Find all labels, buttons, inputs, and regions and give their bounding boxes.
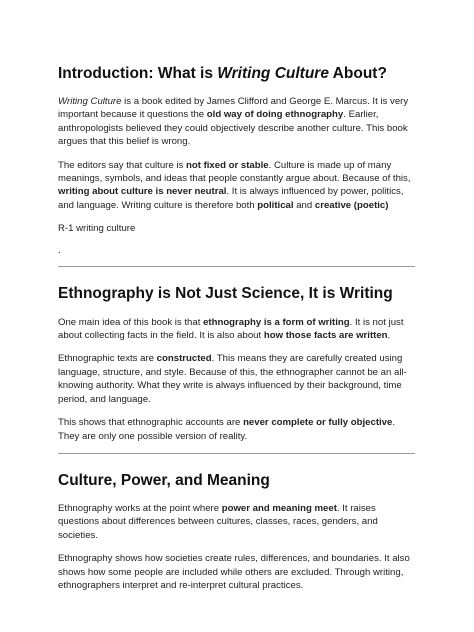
text: Ethnography shows how societies create rules, differences, and boundaries. It also shows how some people are included while others are excluded. Through writing, ethnographers interpret and re-interpret cultural practices. bbox=[58, 553, 410, 591]
paragraph bbox=[58, 352, 416, 406]
heading-text: About? bbox=[328, 65, 387, 82]
section-introduction bbox=[58, 64, 416, 256]
section-culture-power bbox=[58, 454, 416, 592]
bold-text: creative (poetic) bbox=[314, 199, 389, 211]
section-heading-introduction bbox=[58, 64, 416, 83]
stray-dot: . bbox=[58, 244, 61, 256]
section-ethnography-writing bbox=[58, 267, 416, 443]
bold-text: constructed bbox=[156, 353, 212, 365]
text: . bbox=[387, 330, 391, 342]
text: The editors say that culture is bbox=[58, 159, 186, 171]
bold-text: how those facts are written bbox=[263, 330, 388, 342]
text: . It is not just about collecting facts in the field. It is also about bbox=[58, 316, 404, 342]
paragraph bbox=[58, 159, 416, 213]
text: . This means they are carefully created using language, structure, and style. Because of this, the ethnographer cannot be an all-knowing authority. What they write is always influenced by their background, time period, and language. bbox=[58, 353, 407, 405]
text: . It is always influenced by power, politics, and language. Writing culture is therefore both bbox=[58, 186, 404, 211]
bold-text: ethnography is a form of writing bbox=[203, 316, 350, 328]
section-heading-culture: Culture, Power, and Meaning bbox=[58, 471, 270, 489]
text: . Earlier, anthropologists believed they could objectively describe another culture. This book argues that this belief is wrong. bbox=[58, 109, 408, 148]
text: and bbox=[293, 199, 315, 211]
text: is a book edited by James Clifford and George E. Marcus. It is very important because it questions the bbox=[58, 96, 409, 121]
paragraph bbox=[58, 552, 416, 592]
text: One main idea of this book is that bbox=[58, 316, 204, 328]
text: Ethnography works at the point where bbox=[58, 502, 222, 514]
text: Ethnographic texts are bbox=[58, 353, 157, 365]
paragraph bbox=[58, 95, 416, 149]
paragraph bbox=[58, 316, 416, 343]
text: . It raises questions about differences between cultures, classes, races, genders, and societies. bbox=[58, 502, 378, 541]
paragraph bbox=[58, 502, 416, 542]
text: . Culture is made up of many meanings, symbols, and ideas that people constantly argue about. Because of this, bbox=[58, 159, 411, 185]
paragraph bbox=[58, 416, 416, 443]
bold-text: political bbox=[257, 199, 294, 211]
text: This shows that ethnographic accounts are bbox=[58, 417, 244, 429]
section-heading-ethnography: Ethnography is Not Just Science, It is Writing bbox=[58, 284, 393, 302]
note-text: R-1 writing culture bbox=[58, 223, 136, 235]
text: . They are only one possible version of reality. bbox=[58, 417, 396, 442]
bold-text: old way of doing ethnography bbox=[206, 109, 344, 121]
bold-text: power and meaning meet bbox=[221, 502, 337, 514]
italic-text: Writing Culture bbox=[58, 96, 122, 107]
heading-text: Introduction: What is bbox=[58, 65, 218, 82]
heading-italic-title: Writing Culture bbox=[217, 65, 329, 82]
bold-text: writing about culture is never neutral bbox=[58, 186, 227, 198]
bold-text: not fixed or stable bbox=[185, 159, 269, 171]
bold-text: never complete or fully objective bbox=[243, 417, 393, 429]
